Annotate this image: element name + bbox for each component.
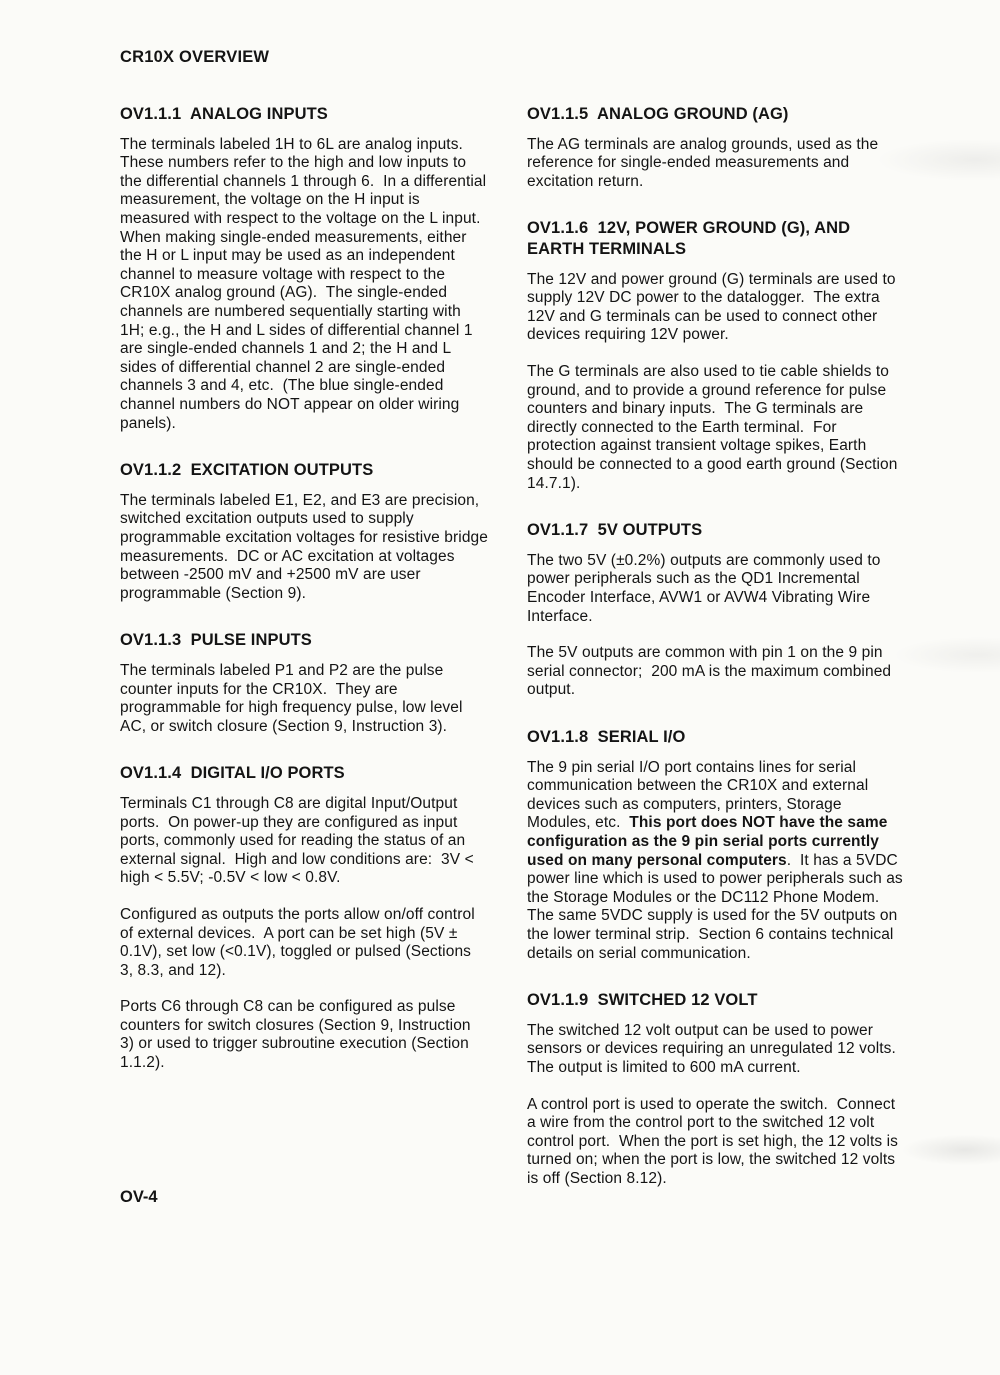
section-paragraph: The 5V outputs are common with pin 1 on the 9 pin serial connector; 200 mA is the maximum combined output.: [527, 644, 896, 699]
page-number: OV-4: [120, 1188, 158, 1206]
section-paragraph: The terminals labeled E1, E2, and E3 are precision, switched excitation outputs used to supply programmable excitation voltages for resistive bridge measurements. DC or AC excitation at voltages between -2500 mV and +2500 mV are user programmable (Section 9).: [120, 491, 493, 602]
section-paragraph: The switched 12 volt output can be used to power sensors or devices requiring an unregulated 12 volts. The output is limited to 600 mA current.: [527, 1021, 905, 1076]
section-paragraph: The two 5V (±0.2%) outputs are commonly used to power peripherals such as the QD1 Incremental Encoder Interface, AVW1 or AVW4 Vibrating Wire Interface.: [527, 551, 885, 625]
serial-io-text-pre: The 9 pin serial I/O port contains lines for serial communication between the CR10X and external devices such as computers, printers, Storage Modules, etc.: [527, 758, 873, 832]
section-heading: OV1.1.9 SWITCHED 12 VOLT: [527, 991, 758, 1010]
section-heading: OV1.1.7 5V OUTPUTS: [527, 521, 703, 540]
section-switched-12-volt: [527, 990, 907, 1188]
left-column: [120, 104, 493, 1073]
section-paragraph: The AG terminals are analog grounds, used as the reference for single-ended measurements and excitation return.: [527, 135, 883, 190]
section-digital-io-ports: [120, 763, 488, 1072]
section-analog-inputs: [120, 104, 491, 433]
section-paragraph: Terminals C1 through C8 are digital Input/Output ports. On power-up they are configured as input ports, commonly used for reading the status of an external signal. High and low conditions are: 3V < high < 5.5V; -0.5V < low < 0.8V.: [120, 794, 479, 887]
section-paragraph: The terminals labeled 1H to 6L are analog inputs. These numbers refer to the high and low inputs to the differential channels 1 through 6. In a differential measurement, the voltage on the H input is measured with respect to the voltage on the L input. When making single-ended measurements, either the H or L input may be used as an independent channel to measure voltage with respect to the CR10X analog ground (AG). The single-ended channels are numbered sequentially starting with 1H; e.g., the H and L sides of differential channel 1 are single-ended channels 1 and 2; the H and L sides of differential channel 2 are single-ended channels 3 and 4, etc. (The blue single-ended channel numbers do NOT appear on older wiring panels).: [120, 135, 491, 432]
page-header-title: CR10X OVERVIEW: [120, 48, 270, 66]
section-heading: OV1.1.4 DIGITAL I/O PORTS: [120, 764, 345, 783]
section-paragraph: Configured as outputs the ports allow on/off control of external devices. A port can be set high (5V ± 0.1V), set low (<0.1V), toggled or pulsed (Sections 3, 8.3, and 12).: [120, 905, 480, 979]
section-pulse-inputs: [120, 630, 488, 736]
section-paragraph: The 12V and power ground (G) terminals are used to supply 12V DC power to the datalogger. The extra 12V and G terminals can be used to connect other devices requiring 12V power.: [527, 270, 901, 344]
section-heading: OV1.1.8 SERIAL I/O: [527, 727, 686, 746]
serial-io-text-post: . It has a 5VDC power line which is used to power peripherals such as the Storage Modules or the DC112 Phone Modem. The same 5VDC supply is used for the 5V outputs on the lower terminal strip. Section 6 contains technical details on serial communication.: [527, 851, 908, 962]
section-heading: OV1.1.3 PULSE INPUTS: [120, 631, 312, 650]
section-serial-io: [527, 727, 907, 963]
section-paragraph: The terminals labeled P1 and P2 are the pulse counter inputs for the CR10X. They are programmable for high frequency pulse, low level AC, or switch closure (Section 9, Instruction 3).: [120, 661, 467, 735]
section-paragraph: A control port is used to operate the switch. Connect a wire from the control port to the switched 12 volt control port. When the port is set high, the 12 volts is turned on; when the port is low, the switched 12 volts is off (Section 8.12).: [527, 1095, 903, 1187]
section-power-ground-earth: [527, 218, 907, 493]
serial-io-text-bold-warning: This port does NOT have the same configuration as the 9 pin serial ports currently used on many personal computers: [527, 814, 892, 869]
section-heading: OV1.1.2 EXCITATION OUTPUTS: [120, 461, 374, 480]
section-paragraph: Ports C6 through C8 can be configured as pulse counters for switch closures (Section 9, Instruction 3) or used to trigger subroutine execution (Section 1.1.2).: [120, 998, 476, 1072]
section-5v-outputs: [527, 520, 907, 700]
section-paragraph-with-bold: [527, 759, 907, 964]
section-analog-ground: [527, 104, 907, 191]
right-column: [527, 104, 907, 1189]
section-excitation-outputs: [120, 460, 493, 603]
section-heading: OV1.1.1 ANALOG INPUTS: [120, 105, 328, 123]
section-paragraph: The G terminals are also used to tie cable shields to ground, and to provide a ground reference for pulse counters and binary inputs. The G terminals are directly connected to the Earth terminal. For protection against transient voltage spikes, Earth should be connected to a good earth ground (Section 14.7.1).: [527, 363, 902, 492]
section-heading: OV1.1.5 ANALOG GROUND (AG): [527, 105, 789, 123]
section-heading: OV1.1.6 12V, POWER GROUND (G), AND EARTH TERMINALS: [527, 219, 855, 259]
